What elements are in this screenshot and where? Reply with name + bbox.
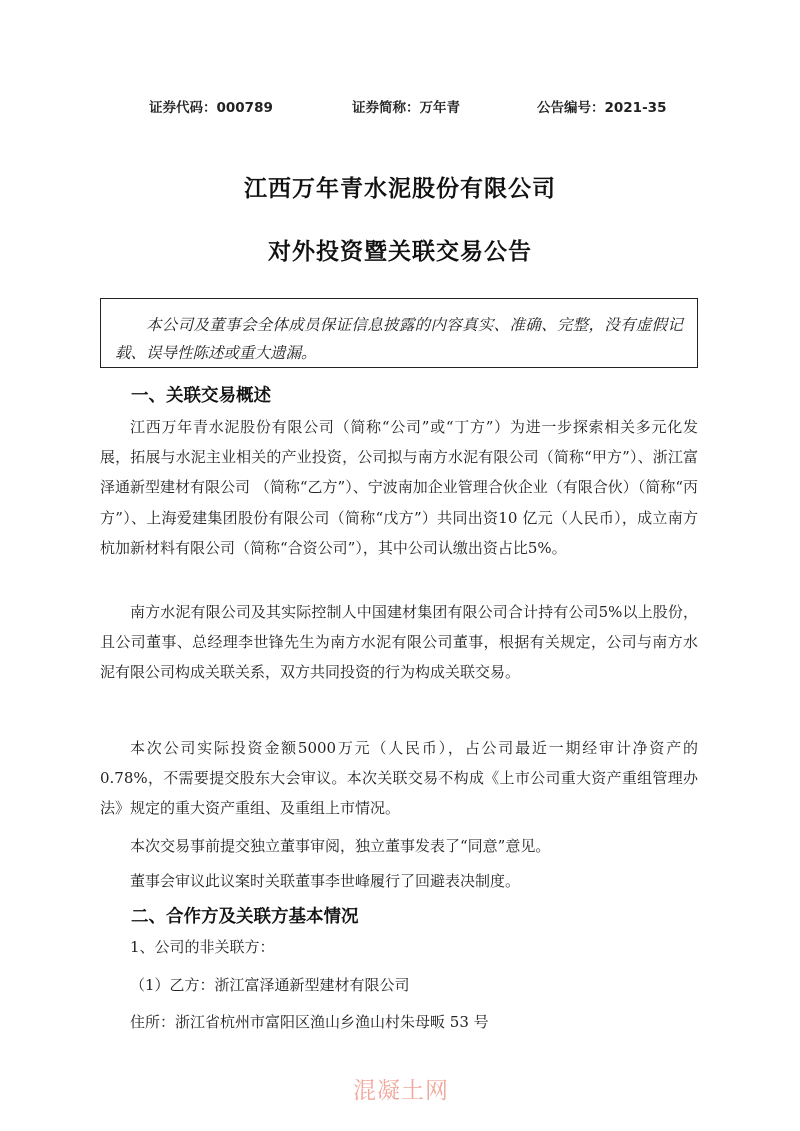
party-b-name: （1）乙方：浙江富泽通新型建材有限公司 [130,976,410,994]
non-related-party-heading: 1、公司的非关联方： [130,938,275,956]
party-b-address: 住所：浙江省杭州市富阳区渔山乡渔山村朱母畈 53 号 [130,1013,489,1031]
section-1-paragraph-5: 董事会审议此议案时关联董事李世峰履行了回避表决制度。 [130,872,521,890]
section-1-paragraph-2: 南方水泥有限公司及其实际控制人中国建材集团有限公司合计持有公司5%以上股份，且公司董事、总经理李世锋先生为南方水泥有限公司董事，根据有关规定，公司与南方水泥有限公司构成关联关系，双方共同投资的行为构成关联交易。 [100,603,698,682]
section-1-heading: 一、关联交易概述 [131,386,271,406]
document-header [0,96,800,116]
announcement-title: 对外投资暨关联交易公告 [268,239,532,265]
section-1-paragraph-1: 江西万年青水泥股份有限公司（简称“公司”或“丁方”）为进一步探索相关多元化发展，拓展与水泥主业相关的产业投资，公司拟与南方水泥有限公司（简称“甲方”）、浙江富泽通新型建材有限公司 （简称“乙方”）、宁波南加企业管理合伙企业（有限合伙）（简称“丙方”）、上海爱建集团股份有限公司（简称“戊方”）共同出资10 亿元（人民币），成立南方杭加新材料有限公司（简称“合资公司”），其中公司认缴出资占比5%。 [100,418,698,557]
disclaimer-text: 本公司及董事会全体成员保证信息披露的内容真实、准确、完整，没有虚假记载、误导性陈述或重大遗漏。 [115,316,683,362]
watermark-text: 混凝土网 [353,1078,449,1104]
stock-abbreviation: 证券简称：万年青 [352,100,460,116]
stock-code: 证券代码：000789 [149,100,273,116]
section-1-paragraph-4: 本次交易事前提交独立董事审阅，独立董事发表了“同意”意见。 [130,837,551,855]
disclaimer-box [100,298,698,368]
notice-number: 公告编号：2021-35 [537,100,667,116]
section-1-paragraph-3: 本次公司实际投资金额5000万元（人民币），占公司最近一期经审计净资产的0.78%，不需要提交股东大会审议。本次关联交易不构成《上市公司重大资产重组管理办法》规定的重大资产重组、及重组上市情况。 [100,739,698,818]
company-name-title: 江西万年青水泥股份有限公司 [244,176,556,202]
section-2-heading: 二、合作方及关联方基本情况 [131,907,359,927]
